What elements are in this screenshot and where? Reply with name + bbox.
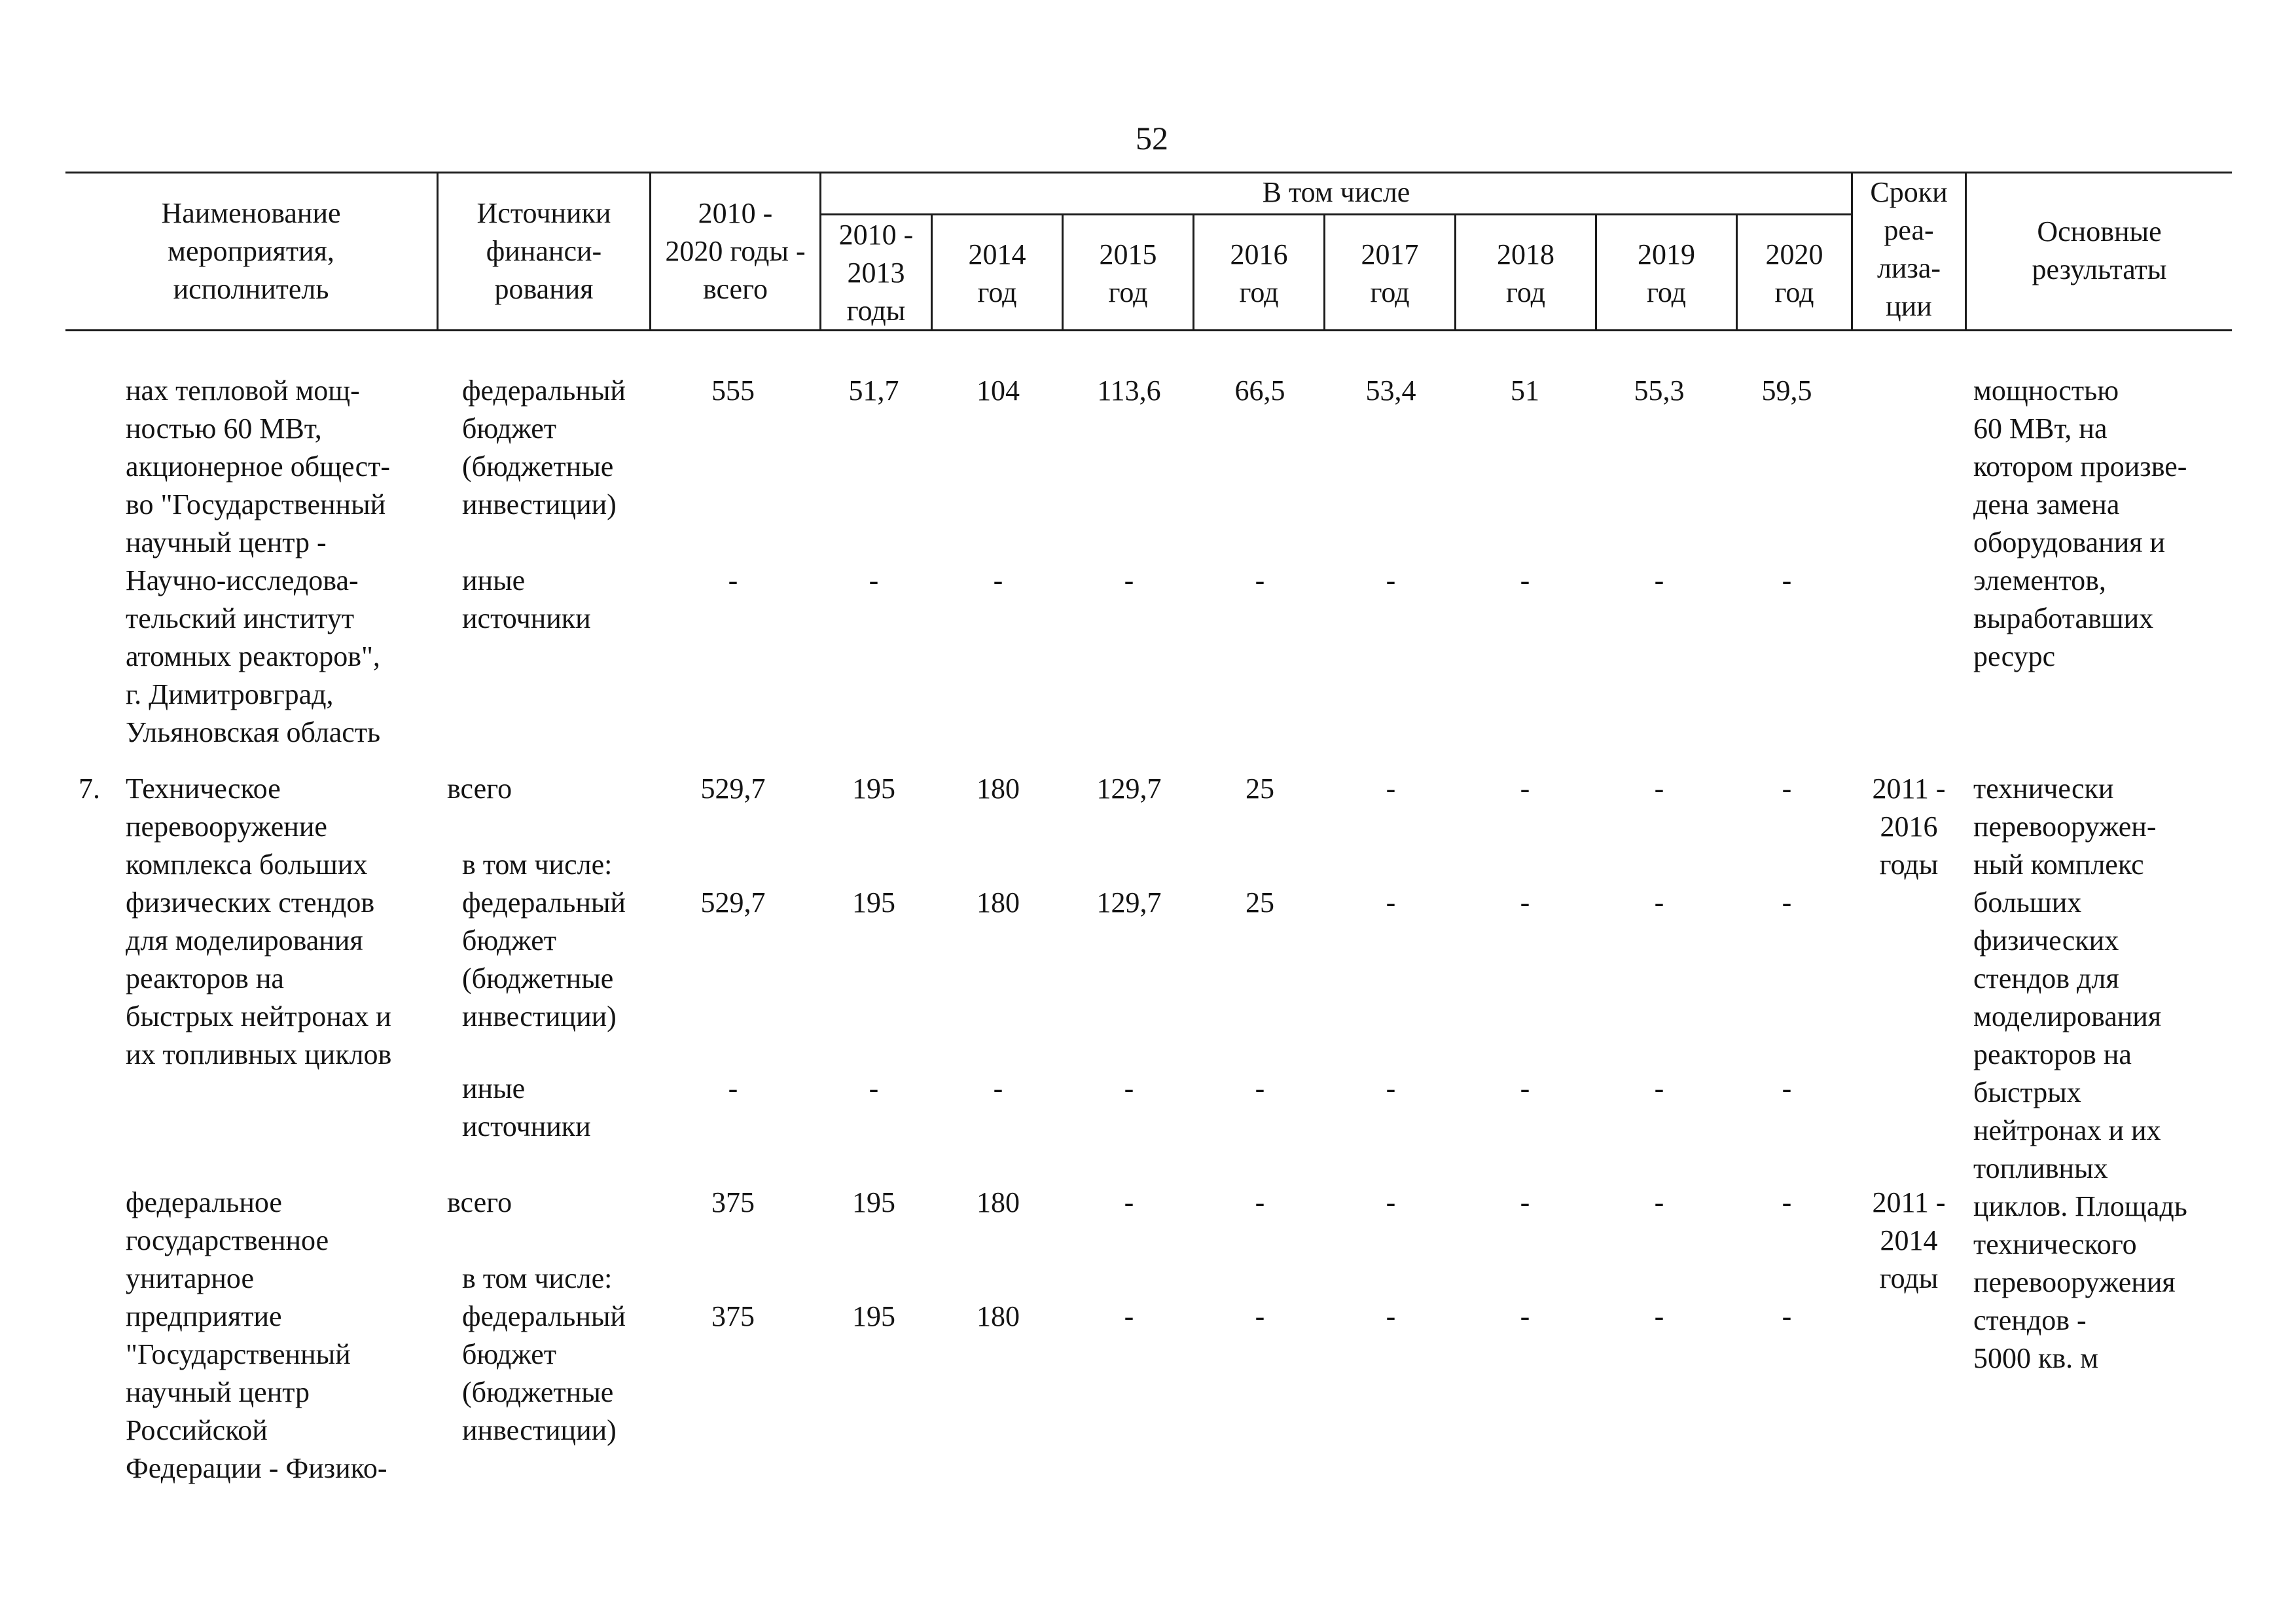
value-2010-2013: 195 bbox=[852, 1186, 895, 1218]
value-2010-2013: 195 bbox=[852, 1300, 895, 1332]
source-total: всего bbox=[447, 773, 512, 805]
source-including: в том числе: bbox=[462, 848, 613, 881]
value-2010-2013: 195 bbox=[852, 773, 895, 805]
value-2015: 113,6 bbox=[1097, 374, 1161, 407]
source-other: иные источники bbox=[462, 1072, 591, 1142]
value-2020: - bbox=[1782, 1300, 1792, 1332]
group-underline bbox=[819, 213, 1851, 215]
value-2010-2013: - bbox=[869, 564, 879, 596]
measure-results: технически перевооружен- ный комплекс больших физических стендов для моделирования реакторов на быстрых нейтронах и их топливных циклов. Площадь технического перевооружения стендов - 5000 кв. м bbox=[1973, 773, 2187, 1374]
measure-terms: 2011 - 2014 годы bbox=[1872, 1186, 1946, 1294]
value-2015: - bbox=[1124, 1186, 1134, 1218]
value-2016: - bbox=[1255, 1072, 1265, 1104]
value-total: 375 bbox=[711, 1300, 755, 1332]
value-2020: - bbox=[1782, 1186, 1792, 1218]
value-2014: 180 bbox=[977, 773, 1020, 805]
header-terms: Сроки реа- лиза- ции bbox=[1870, 176, 1948, 322]
value-2017: - bbox=[1386, 886, 1396, 919]
value-2016: 66,5 bbox=[1234, 374, 1285, 407]
value-2017: - bbox=[1386, 1300, 1396, 1332]
value-2019: - bbox=[1654, 1300, 1664, 1332]
value-2020: - bbox=[1782, 564, 1792, 596]
header-year: 2014 год bbox=[968, 238, 1026, 308]
value-2017: 53,4 bbox=[1365, 374, 1416, 407]
value-2016: - bbox=[1255, 564, 1265, 596]
value-2020: - bbox=[1782, 1072, 1792, 1104]
value-2020: - bbox=[1782, 886, 1792, 919]
value-2016: 25 bbox=[1246, 886, 1274, 919]
page-number: 52 bbox=[1136, 120, 1168, 156]
header-year: 2015 год bbox=[1099, 238, 1157, 308]
value-2016: 25 bbox=[1246, 773, 1274, 805]
value-total: 375 bbox=[711, 1186, 755, 1218]
value-2010-2013: 195 bbox=[852, 886, 895, 919]
value-2019: 55,3 bbox=[1634, 374, 1685, 407]
header-year: 2020 год bbox=[1765, 238, 1823, 308]
value-2015: 129,7 bbox=[1096, 773, 1162, 805]
value-2018: 51 bbox=[1511, 374, 1539, 407]
value-total: - bbox=[728, 564, 738, 596]
header-source: Источники финанси- рования bbox=[476, 197, 611, 305]
value-total: 529,7 bbox=[700, 886, 766, 919]
value-2018: - bbox=[1520, 564, 1530, 596]
measure-terms: 2011 - 2016 годы bbox=[1872, 773, 1946, 881]
value-2015: - bbox=[1124, 564, 1134, 596]
value-2016: - bbox=[1255, 1300, 1265, 1332]
value-2014: - bbox=[993, 564, 1003, 596]
value-2020: 59,5 bbox=[1761, 374, 1812, 407]
source-total: всего bbox=[447, 1186, 512, 1218]
value-2015: - bbox=[1124, 1300, 1134, 1332]
header-2010-2013: 2010 - 2013 годы bbox=[838, 219, 914, 327]
header-year: 2019 год bbox=[1638, 238, 1695, 308]
value-2015: 129,7 bbox=[1096, 886, 1162, 919]
header-total: 2010 - 2020 годы - всего bbox=[665, 197, 806, 305]
value-2017: - bbox=[1386, 773, 1396, 805]
header-group: В том числе bbox=[1262, 176, 1410, 208]
value-2018: - bbox=[1520, 1300, 1530, 1332]
header-year: 2018 год bbox=[1497, 238, 1554, 308]
value-2014: 180 bbox=[977, 1300, 1020, 1332]
value-2014: 180 bbox=[977, 1186, 1020, 1218]
source-other: иные источники bbox=[462, 564, 591, 634]
value-2019: - bbox=[1654, 1072, 1664, 1104]
value-2019: - bbox=[1654, 886, 1664, 919]
measure-number: 7. bbox=[79, 773, 100, 805]
value-2016: - bbox=[1255, 1186, 1265, 1218]
value-2010-2013: 51,7 bbox=[848, 374, 899, 407]
measure-name: нах тепловой мощ- ностью 60 МВт, акционерное общест- во "Государственный научный центр - Научно-исследова- тельский институт атомных реакторов", г. Димитровград, Ульяновская область bbox=[126, 374, 390, 748]
source-federal: федеральный бюджет (бюджетные инвестиции) bbox=[462, 374, 626, 520]
header-year: 2016 год bbox=[1230, 238, 1288, 308]
value-2019: - bbox=[1654, 564, 1664, 596]
header-results: Основные результаты bbox=[2032, 215, 2167, 285]
value-2018: - bbox=[1520, 773, 1530, 805]
measure-results: мощностью 60 МВт, на котором произве- дена замена оборудования и элементов, выработавших ресурс bbox=[1973, 374, 2187, 672]
value-2017: - bbox=[1386, 1072, 1396, 1104]
value-2015: - bbox=[1124, 1072, 1134, 1104]
value-2014: - bbox=[993, 1072, 1003, 1104]
value-2018: - bbox=[1520, 886, 1530, 919]
header-name: Наименование мероприятия, исполнитель bbox=[161, 197, 341, 305]
value-2018: - bbox=[1520, 1186, 1530, 1218]
source-including: в том числе: bbox=[462, 1262, 613, 1294]
measure-name: Техническое перевооружение комплекса больших физических стендов для моделирования реакторов на быстрых нейтронах и их топливных циклов bbox=[126, 773, 392, 1070]
source-federal: федеральный бюджет (бюджетные инвестиции) bbox=[462, 1300, 626, 1446]
value-2017: - bbox=[1386, 1186, 1396, 1218]
value-total: 529,7 bbox=[700, 773, 766, 805]
value-2018: - bbox=[1520, 1072, 1530, 1104]
header-year: 2017 год bbox=[1361, 238, 1419, 308]
header-bottom-rule bbox=[65, 329, 2232, 331]
value-2014: 180 bbox=[977, 886, 1020, 919]
value-2019: - bbox=[1654, 1186, 1664, 1218]
value-2017: - bbox=[1386, 564, 1396, 596]
measure-name: федеральное государственное унитарное предприятие "Государственный научный центр Российской Федерации - Физико- bbox=[126, 1186, 387, 1484]
value-2014: 104 bbox=[977, 374, 1020, 407]
value-total: 555 bbox=[711, 374, 755, 407]
value-2010-2013: - bbox=[869, 1072, 879, 1104]
value-2020: - bbox=[1782, 773, 1792, 805]
source-federal: федеральный бюджет (бюджетные инвестиции) bbox=[462, 886, 626, 1032]
value-total: - bbox=[728, 1072, 738, 1104]
value-2019: - bbox=[1654, 773, 1664, 805]
